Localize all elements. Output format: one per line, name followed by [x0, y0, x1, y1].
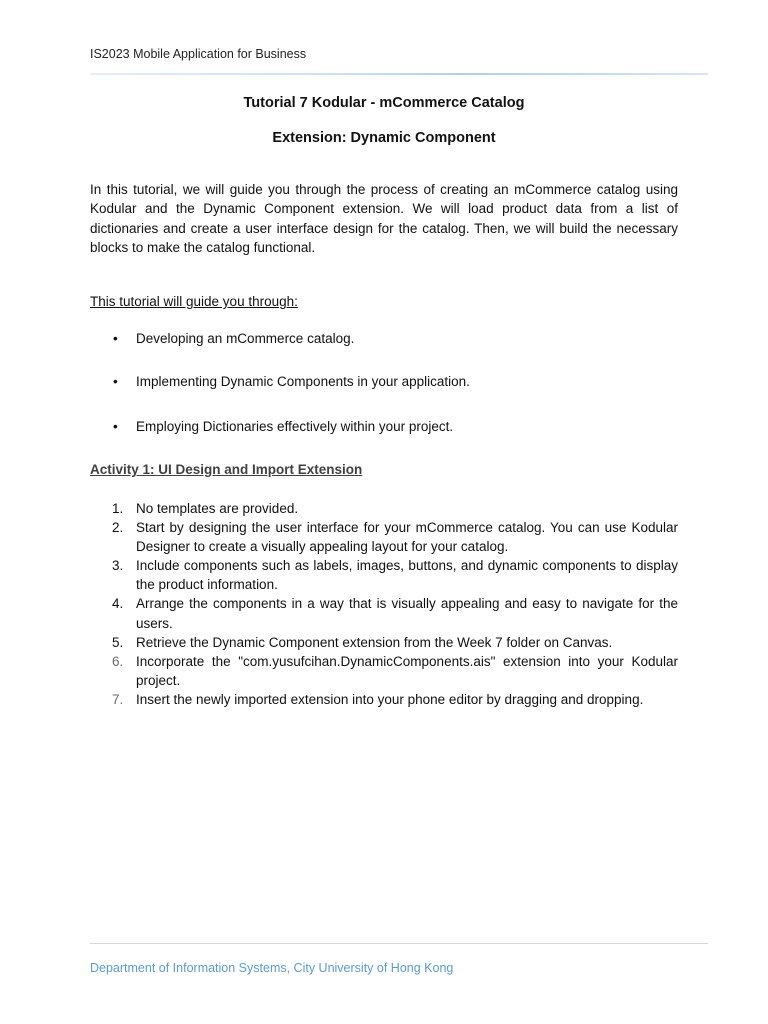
tutorial-title: Tutorial 7 Kodular - mCommerce Catalog: [243, 95, 525, 111]
step-text: No templates are provided.: [136, 501, 299, 516]
step-item: [90, 518, 678, 556]
tutorial-subtitle: Extension: Dynamic Component: [272, 130, 496, 146]
step-text: Insert the newly imported extension into your phone editor by dragging and dropping.: [136, 691, 644, 707]
guide-heading: This tutorial will guide you through:: [90, 294, 298, 309]
step-item: [90, 594, 678, 632]
course-header: IS2023 Mobile Application for Business: [90, 47, 307, 61]
step-number: 1.: [112, 501, 124, 516]
guide-list-item: [113, 419, 453, 434]
guide-item-text: Developing an mCommerce catalog.: [136, 331, 355, 346]
intro-paragraph: In this tutorial, we will guide you through the process of creating an mCommerce catalog using Kodular and the Dynamic Component extension. We will load product data from a list of dictionaries and create a user interface design for the catalog. Then, we will build the necessary blocks to make the catalog functional.: [90, 182, 678, 255]
step-number: 2.: [112, 520, 124, 536]
header-divider: [90, 73, 708, 75]
guide-list-item: [113, 374, 470, 389]
step-number: 7.: [112, 691, 124, 707]
step-text: Include components such as labels, images, buttons, and dynamic components to display the product information.: [136, 558, 678, 593]
guide-list-item: [113, 331, 354, 346]
bullet-icon: •: [113, 419, 118, 434]
footer-department: Department of Information Systems, City University of Hong Kong: [90, 961, 454, 975]
step-text: Start by designing the user interface for your mCommerce catalog. You can use Kodular Designer to create a visually appealing layout for your catalog.: [136, 520, 678, 555]
bullet-icon: •: [113, 331, 118, 346]
bullet-icon: •: [113, 374, 118, 389]
guide-item-text: Implementing Dynamic Components in your application.: [136, 374, 470, 389]
activity-steps-list: [90, 499, 678, 709]
step-item: [90, 690, 678, 709]
step-text: Incorporate the "com.yusufcihan.DynamicComponents.ais" extension into your Kodular project.: [136, 653, 678, 688]
step-number: 3.: [112, 558, 124, 574]
step-item: [90, 633, 678, 652]
step-item: [90, 652, 678, 690]
guide-item-text: Employing Dictionaries effectively within your project.: [136, 419, 454, 434]
step-number: 4.: [112, 596, 124, 612]
step-text: Retrieve the Dynamic Component extension from the Week 7 folder on Canvas.: [136, 634, 613, 650]
step-item: [90, 556, 678, 594]
activity-heading: Activity 1: UI Design and Import Extension: [90, 462, 363, 477]
step-number: 6.: [112, 653, 124, 669]
step-item: [90, 499, 678, 518]
footer-divider: [90, 943, 708, 944]
step-text: Arrange the components in a way that is visually appealing and easy to navigate for the users.: [136, 596, 678, 631]
step-number: 5.: [112, 634, 124, 650]
